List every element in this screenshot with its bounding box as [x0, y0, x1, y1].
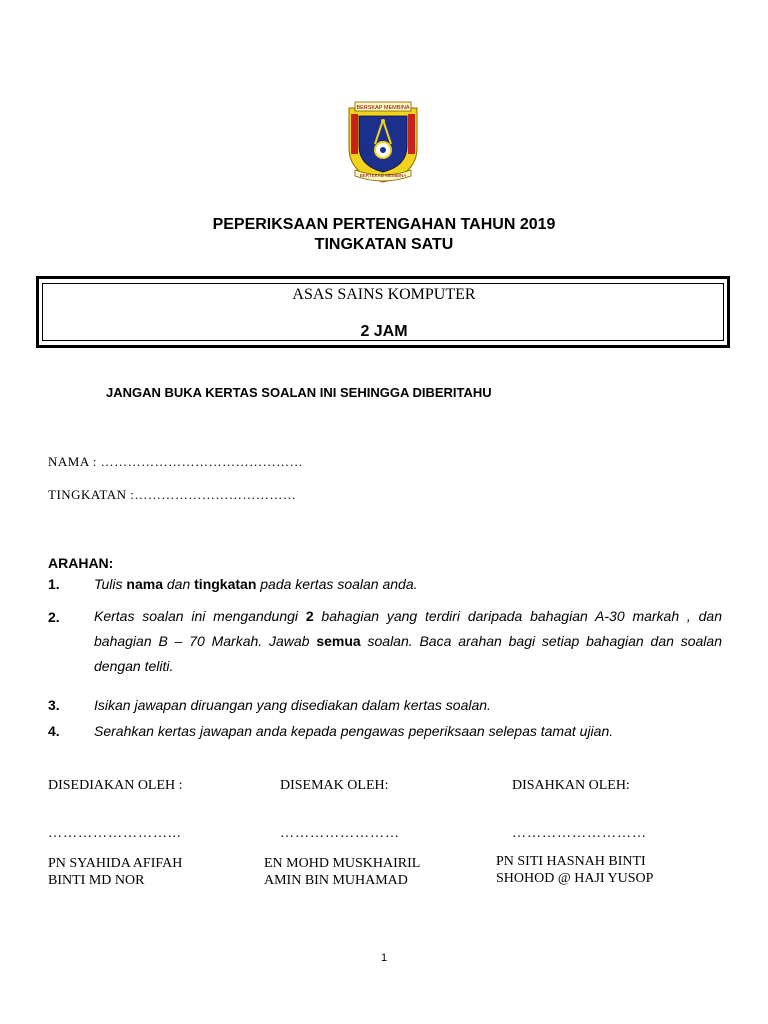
preparer-name: PN SYAHIDA AFIFAH BINTI MD NOR [48, 856, 183, 888]
instructions-heading: ARAHAN: [48, 555, 114, 571]
instruction-item: Kertas soalan ini mengandungi 2 bahagian yang terdiri daripada bahagian A-30 markah , dan bahagian B – 70 Markah. Jawab semua soalan. Baca arahan bagi setiap bahagian dan soalan dengan teliti. [94, 608, 722, 674]
checker-name: EN MOHD MUSKHAIRIL AMIN BIN MUHAMAD [264, 856, 421, 888]
signature-line: …………………… [280, 826, 400, 841]
instruction-item: Tulis nama dan tingkatan pada kertas soalan anda. [94, 576, 418, 592]
warning-notice: JANGAN BUKA KERTAS SOALAN INI SEHINGGA DIBERITAHU [106, 385, 492, 400]
checked-by-label: DISEMAK OLEH: [280, 778, 389, 793]
instruction-number: 3. [48, 697, 60, 713]
prepared-by-label: DISEDIAKAN OLEH : [48, 778, 183, 793]
instruction-number: 2. [48, 609, 60, 625]
crest-motto-bottom: BERTEKAD MEMBINA [359, 173, 407, 178]
crest-motto-top: BERSKAP MEMBINA [356, 105, 410, 111]
instruction-number: 1. [48, 576, 60, 592]
school-crest-icon [345, 100, 421, 184]
instruction-number: 4. [48, 723, 60, 739]
name-field: NAMA : ……………………………………… [48, 454, 304, 469]
approved-by-label: DISAHKAN OLEH: [512, 778, 630, 793]
signature-line: ……………………... [48, 826, 182, 841]
instruction-item: Isikan jawapan diruangan yang disediakan dalam kertas soalan. [94, 697, 491, 713]
instruction-item: Serahkan kertas jawapan anda kepada pengawas peperiksaan selepas tamat ujian. [94, 723, 614, 739]
exam-title: PEPERIKSAAN PERTENGAHAN TAHUN 2019 [212, 216, 556, 233]
approver-name: PN SITI HASNAH BINTI SHOHOD @ HAJI YUSOP [496, 854, 654, 886]
exam-form-level: TINGKATAN SATU [314, 236, 454, 253]
signature-line: ……………………… [512, 826, 647, 841]
page-number: 1 [380, 952, 388, 964]
exam-duration: 2 JAM [360, 323, 408, 340]
subject-name: ASAS SAINS KOMPUTER [292, 286, 476, 303]
form-field: TINGKATAN :……………………………… [48, 487, 297, 502]
